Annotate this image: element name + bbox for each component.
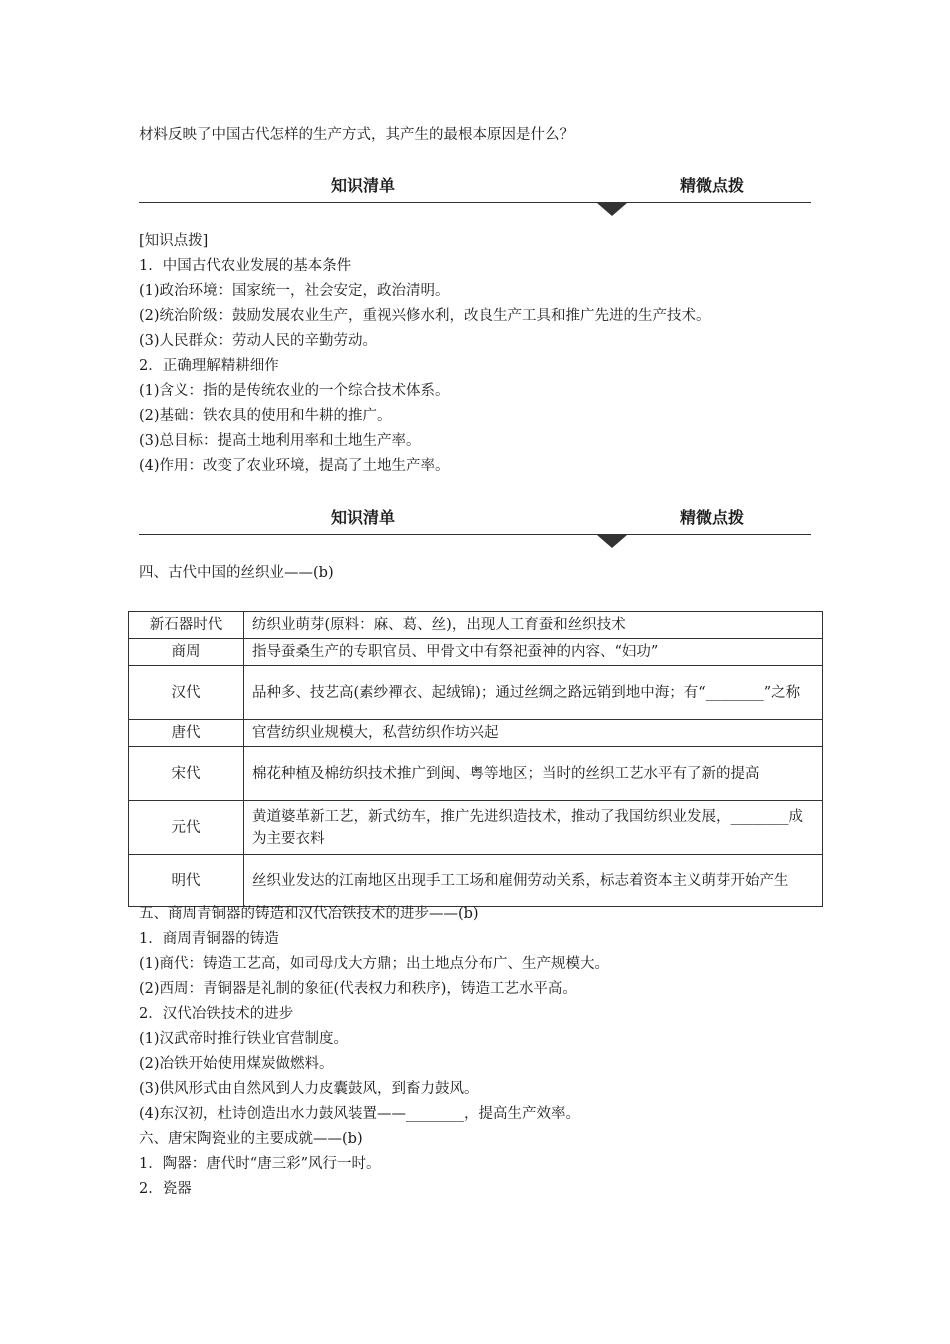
- table-row: [129, 801, 823, 855]
- header-left-title: 知识清单: [331, 176, 396, 195]
- desc-cell: 丝织业发达的江南地区出现手工工场和雇佣劳动关系，标志着资本主义萌芽开始产生: [244, 855, 823, 907]
- tips-line: (1)政治环境：国家统一，社会安定，政治清明。: [139, 283, 450, 299]
- tips-title: [知识点拨]: [139, 233, 209, 249]
- tips-line: (2)基础：铁农具的使用和牛耕的推广。: [139, 408, 392, 424]
- desc-cell: 纺织业萌芽(原料：麻、葛、丝)，出现人工育蚕和丝织技术: [244, 612, 823, 639]
- era-cell: 新石器时代: [129, 612, 244, 639]
- tips-line: 2．正确理解精耕细作: [139, 358, 279, 374]
- desc-cell: 棉花种植及棉纺织技术推广到闽、粤等地区；当时的丝织工艺水平有了新的提高: [244, 747, 823, 801]
- tips-line: (4)作用：改变了农业环境，提高了土地生产率。: [139, 458, 450, 474]
- silk-heading: 四、古代中国的丝织业——(b): [139, 565, 334, 581]
- era-cell: 商周: [129, 639, 244, 666]
- bronze-line: (2)西周：青铜器是礼制的象征(代表权力和秩序)，铸造工艺水平高。: [139, 981, 577, 997]
- table-row: [129, 639, 823, 666]
- table-row: [129, 666, 823, 720]
- era-cell: 明代: [129, 855, 244, 907]
- bronze-line: 六、唐宋陶瓷业的主要成就——(b): [139, 1131, 363, 1147]
- header-right-title: 精微点拨: [680, 508, 745, 527]
- header-right-title: 精微点拨: [680, 176, 745, 195]
- era-cell: 宋代: [129, 747, 244, 801]
- desc-cell: 官营纺织业规模大，私营纺织作坊兴起: [244, 720, 823, 747]
- bronze-line: (3)供风形式由自然风到人力皮囊鼓风，到畜力鼓风。: [139, 1081, 479, 1097]
- section-header-1: [139, 175, 811, 215]
- header-triangle-icon: [597, 203, 627, 216]
- table-row: [129, 747, 823, 801]
- bronze-line: (1)汉武帝时推行铁业官营制度。: [139, 1031, 349, 1047]
- bronze-line: (1)商代：铸造工艺高，如司母戊大方鼎；出土地点分布广、生产规模大。: [139, 956, 610, 972]
- desc-cell: 黄道婆革新工艺，新式纺车，推广先进织造技术，推动了我国纺织业发展，________成为主要衣料: [244, 801, 823, 855]
- bronze-line: 五、商周青铜器的铸造和汉代冶铁技术的进步——(b): [139, 906, 479, 922]
- era-cell: 元代: [129, 801, 244, 855]
- bronze-line: (4)东汉初，杜诗创造出水力鼓风装置——________，提高生产效率。: [139, 1106, 581, 1122]
- tips-line: (2)统治阶级：鼓励发展农业生产，重视兴修水利，改良生产工具和推广先进的生产技术。: [139, 308, 711, 324]
- bronze-line: 2．瓷器: [139, 1181, 192, 1197]
- header-left-title: 知识清单: [331, 508, 396, 527]
- table-row: [129, 612, 823, 639]
- era-cell: 汉代: [129, 666, 244, 720]
- tips-line: (1)含义：指的是传统农业的一个综合技术体系。: [139, 383, 450, 399]
- tips-line: (3)人民群众：劳动人民的辛勤劳动。: [139, 333, 378, 349]
- tips-line: (3)总目标：提高土地利用率和土地生产率。: [139, 433, 421, 449]
- era-cell: 唐代: [129, 720, 244, 747]
- intro-question: 材料反映了中国古代怎样的生产方式，其产生的最根本原因是什么？: [139, 127, 574, 143]
- bronze-line: 2．汉代冶铁技术的进步: [139, 1006, 294, 1022]
- header-triangle-icon: [597, 535, 627, 548]
- silk-history-table: [128, 611, 823, 907]
- desc-cell: 指导蚕桑生产的专职官员、甲骨文中有祭祀蚕神的内容、“妇功”: [244, 639, 823, 666]
- bronze-line: 1．陶器：唐代时“唐三彩”风行一时。: [139, 1156, 381, 1172]
- header-rule: [139, 202, 811, 203]
- header-rule: [139, 534, 811, 535]
- bronze-line: (2)冶铁开始使用煤炭做燃料。: [139, 1056, 334, 1072]
- desc-cell: 品种多、技艺高(素纱襌衣、起绒锦)；通过丝绸之路远销到地中海；有“________”之称: [244, 666, 823, 720]
- bronze-line: 1．商周青铜器的铸造: [139, 931, 279, 947]
- section-header-2: [139, 507, 811, 547]
- table-row: [129, 720, 823, 747]
- tips-line: 1．中国古代农业发展的基本条件: [139, 258, 352, 274]
- table-row: [129, 855, 823, 907]
